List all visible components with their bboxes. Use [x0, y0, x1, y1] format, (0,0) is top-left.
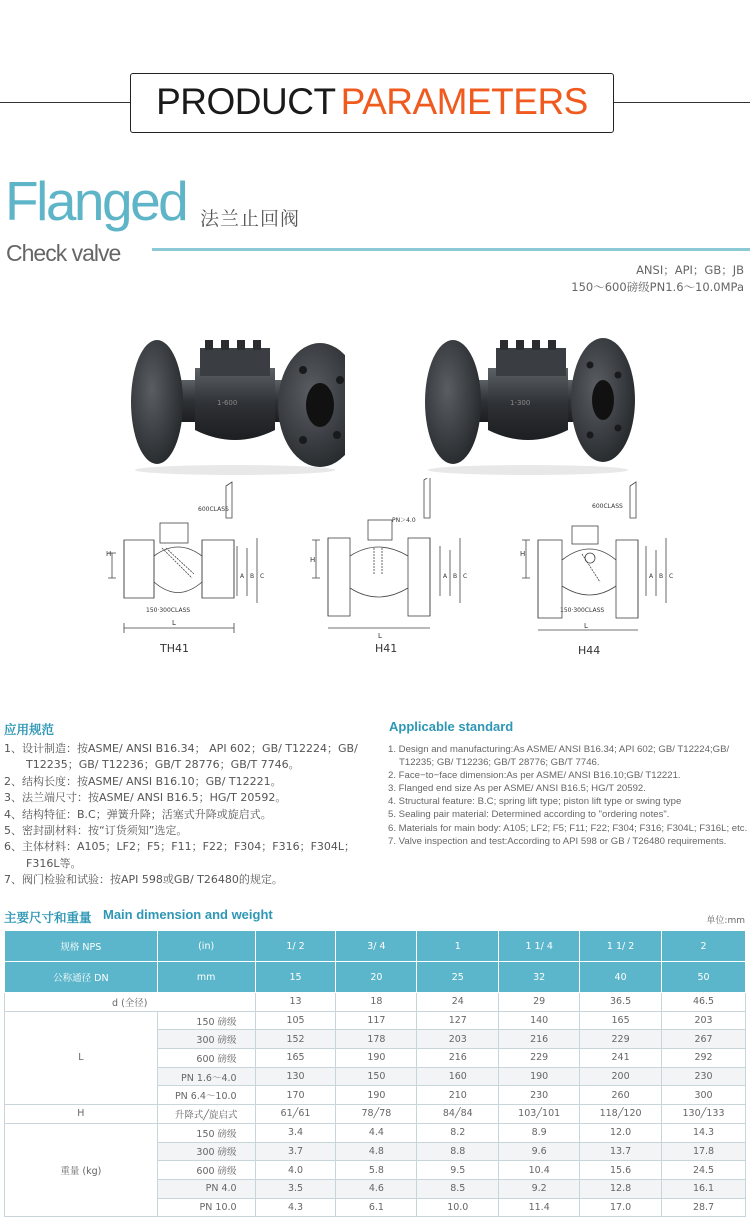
- table-cell: 230: [662, 1067, 746, 1086]
- svg-text:A: A: [443, 573, 448, 580]
- header-nps-value: 2: [662, 931, 746, 962]
- table-cell: 178: [336, 1030, 417, 1049]
- header-dn-value: 20: [336, 962, 417, 993]
- row-sublabel: 300 磅级: [157, 1030, 255, 1049]
- table-cell: 229: [580, 1030, 662, 1049]
- table-cell: 17.0: [580, 1198, 662, 1217]
- applicable-list-cn: [4, 741, 382, 889]
- table-heading-en: Main dimension and weight: [103, 907, 273, 922]
- table-cell: 230: [499, 1086, 580, 1105]
- table-cell: 17.8: [662, 1142, 746, 1161]
- svg-text:H: H: [520, 550, 526, 558]
- table-cell: 117: [336, 1011, 417, 1030]
- banner-word-parameters: PARAMETERS: [340, 81, 588, 122]
- table-cell: 267: [662, 1030, 746, 1049]
- table-cell: 9.2: [499, 1179, 580, 1198]
- table-cell: 12.8: [580, 1179, 662, 1198]
- label-600class-b: 600CLASS: [592, 503, 623, 510]
- table-cell: 84╱84: [417, 1105, 499, 1124]
- table-cell: 78╱78: [336, 1105, 417, 1124]
- list-item: 3. Flanged end size As per ASME/ ANSI B16.5; HG/T 20592.: [388, 783, 646, 795]
- table-cell: 8.8: [417, 1142, 499, 1161]
- svg-text:C: C: [463, 573, 468, 580]
- table-cell: 216: [499, 1030, 580, 1049]
- standards-tag-line2: 150～600磅级PN1.6～10.0MPa: [571, 280, 744, 294]
- table-cell: 6.1: [336, 1198, 417, 1217]
- header-nps: 规格 NPS: [5, 931, 158, 962]
- label-th41: TH41: [160, 642, 189, 655]
- header-dn-value: 50: [662, 962, 746, 993]
- list-item: 7、阀门检验和试验：按API 598或GB/ T26480的规定。: [4, 873, 283, 887]
- table-cell: 28.7: [662, 1198, 746, 1217]
- drawing-h41: [300, 478, 470, 638]
- row-sublabel: PN 6.4～10.0: [157, 1086, 255, 1105]
- header-nps-value: 1 1/ 4: [499, 931, 580, 962]
- valve-photo-left: [125, 310, 345, 475]
- svg-text:1-600: 1-600: [217, 399, 238, 407]
- header-dn-value: 25: [417, 962, 499, 993]
- svg-text:H: H: [310, 556, 316, 564]
- table-cell: 3.7: [255, 1142, 336, 1161]
- table-cell: 4.3: [255, 1198, 336, 1217]
- unit-label: 单位:mm: [706, 916, 745, 926]
- table-cell: 118╱120: [580, 1105, 662, 1124]
- banner-word-product: PRODUCT: [156, 81, 336, 122]
- svg-text:L: L: [172, 619, 176, 627]
- table-cell: 130: [255, 1067, 336, 1086]
- table-cell: 229: [499, 1049, 580, 1068]
- header-nps-value: 1/ 2: [255, 931, 336, 962]
- label-150-300class-b: 150·300CLASS: [560, 607, 605, 614]
- table-cell: 203: [417, 1030, 499, 1049]
- table-cell: 24.5: [662, 1161, 746, 1180]
- valve-photo-right: [418, 310, 638, 475]
- table-cell: 105: [255, 1011, 336, 1030]
- table-cell: 13: [255, 993, 336, 1012]
- row-label-weight: 重量 (kg): [5, 1123, 158, 1216]
- standards-tag-line1: ANSI；API；GB；JB: [636, 263, 744, 277]
- table-cell: 165: [580, 1011, 662, 1030]
- table-cell: 160: [417, 1067, 499, 1086]
- table-cell: 9.5: [417, 1161, 499, 1180]
- table-cell: 5.8: [336, 1161, 417, 1180]
- table-cell: 241: [580, 1049, 662, 1068]
- header-nps-unit: (in): [157, 931, 255, 962]
- svg-text:A: A: [240, 573, 245, 580]
- table-cell: 8.9: [499, 1123, 580, 1142]
- table-row: [5, 962, 746, 993]
- row-sublabel: PN 10.0: [157, 1198, 255, 1217]
- title-rule: [152, 248, 750, 251]
- table-cell: 36.5: [580, 993, 662, 1012]
- header-dn-unit: mm: [157, 962, 255, 993]
- list-item: 6、主体材料：A105；LF2；F5；F11；F22；F304；F316；F304L；F316L等。: [4, 840, 356, 870]
- header-nps-value: 3/ 4: [336, 931, 417, 962]
- banner-box: [130, 73, 614, 133]
- table-cell: 292: [662, 1049, 746, 1068]
- label-600class-a: 600CLASS: [198, 506, 229, 513]
- table-cell: 3.5: [255, 1179, 336, 1198]
- row-label-d: d (全径): [5, 993, 256, 1012]
- table-cell: 29: [499, 993, 580, 1012]
- drawing-th41: [102, 478, 272, 638]
- table-cell: 4.6: [336, 1179, 417, 1198]
- table-cell: 4.8: [336, 1142, 417, 1161]
- row-sublabel: 600 磅级: [157, 1161, 255, 1180]
- table-cell: 16.1: [662, 1179, 746, 1198]
- svg-text:A: A: [649, 573, 654, 580]
- row-sublabel: 150 磅级: [157, 1123, 255, 1142]
- list-item: 6. Materials for main body: A105; LF2; F5; F11; F22; F304; F316; F304L; F316L; etc.: [388, 822, 748, 834]
- svg-text:1-300: 1-300: [510, 399, 531, 407]
- table-cell: 9.6: [499, 1142, 580, 1161]
- table-cell: 4.4: [336, 1123, 417, 1142]
- label-h41: H41: [375, 642, 398, 655]
- table-cell: 165: [255, 1049, 336, 1068]
- list-item: 1、设计制造：按ASME/ ANSI B16.34； API 602；GB/ T12224；GB/ T12235；GB/ T12236；GB/T 28776；GB/T 7746。: [4, 742, 358, 772]
- svg-text:H: H: [106, 550, 112, 558]
- table-cell: 8.2: [417, 1123, 499, 1142]
- label-h44: H44: [578, 644, 601, 657]
- svg-text:C: C: [669, 573, 674, 580]
- row-sublabel: 300 磅级: [157, 1142, 255, 1161]
- table-cell: 10.0: [417, 1198, 499, 1217]
- header-dn: 公称通径 DN: [5, 962, 158, 993]
- table-cell: 216: [417, 1049, 499, 1068]
- subtitle-check-valve: Check valve: [6, 240, 121, 266]
- label-pn: PN＞4.0: [392, 517, 416, 524]
- header-dn-value: 32: [499, 962, 580, 993]
- list-item: 2. Face−to−face dimension:As per ASME/ ANSI B16.10;GB/ T12221.: [388, 770, 681, 782]
- applicable-list-en: [388, 743, 748, 848]
- applicable-heading-cn: 应用规范: [4, 722, 55, 737]
- svg-text:B: B: [659, 573, 664, 580]
- table-row: [5, 931, 746, 962]
- row-label-L: L: [5, 1011, 158, 1104]
- row-label-H: H: [5, 1105, 158, 1124]
- list-item: 4、结构特征：B.C；弹簧升降；活塞式升降或旋启式。: [4, 807, 272, 821]
- list-item: 4. Structural feature: B.C; spring lift type; piston lift type or swing type: [388, 796, 682, 808]
- row-sublabel: 600 磅级: [157, 1049, 255, 1068]
- table-cell: 210: [417, 1086, 499, 1105]
- table-cell: 13.7: [580, 1142, 662, 1161]
- table-cell: 46.5: [662, 993, 746, 1012]
- table-cell: 15.6: [580, 1161, 662, 1180]
- row-sublabel: PN 4.0: [157, 1179, 255, 1198]
- table-heading-cn: 主要尺寸和重量: [4, 910, 92, 925]
- list-item: 5、密封副材料：按“订货须知”选定。: [4, 824, 188, 838]
- table-cell: 4.0: [255, 1161, 336, 1180]
- table-cell: 150: [336, 1067, 417, 1086]
- table-cell: 12.0: [580, 1123, 662, 1142]
- table-cell: 103╱101: [499, 1105, 580, 1124]
- row-sublabel: 150 磅级: [157, 1011, 255, 1030]
- table-cell: 140: [499, 1011, 580, 1030]
- header-dn-value: 40: [580, 962, 662, 993]
- svg-text:B: B: [250, 573, 255, 580]
- table-cell: 190: [336, 1086, 417, 1105]
- row-sublabel: 升降式╱旋启式: [157, 1105, 255, 1124]
- table-cell: 200: [580, 1067, 662, 1086]
- list-item: 3、法兰端尺寸：按ASME/ ANSI B16.5；HG/T 20592。: [4, 791, 287, 805]
- table-cell: 152: [255, 1030, 336, 1049]
- table-cell: 24: [417, 993, 499, 1012]
- list-item: 2、结构长度：按ASME/ ANSI B16.10；GB/ T12221。: [4, 774, 282, 788]
- list-item: 5. Sealing pair material: Determined according to "ordering notes".: [388, 809, 670, 821]
- title-flanged: Flanged: [5, 170, 187, 232]
- table-cell: 14.3: [662, 1123, 746, 1142]
- drawing-h44: [520, 478, 685, 638]
- table-cell: 127: [417, 1011, 499, 1030]
- label-150-300class-a: 150·300CLASS: [146, 607, 191, 614]
- table-cell: 10.4: [499, 1161, 580, 1180]
- dimension-table: [4, 930, 746, 1217]
- table-cell: 300: [662, 1086, 746, 1105]
- svg-text:B: B: [453, 573, 458, 580]
- table-row: [5, 1105, 746, 1124]
- table-cell: 203: [662, 1011, 746, 1030]
- header-nps-value: 1 1/ 2: [580, 931, 662, 962]
- table-row: [5, 993, 746, 1012]
- svg-text:L: L: [584, 622, 588, 630]
- table-row: [5, 1123, 746, 1142]
- header-dn-value: 15: [255, 962, 336, 993]
- svg-text:C: C: [260, 573, 265, 580]
- table-cell: 190: [336, 1049, 417, 1068]
- table-cell: 8.5: [417, 1179, 499, 1198]
- table-cell: 3.4: [255, 1123, 336, 1142]
- header-nps-value: 1: [417, 931, 499, 962]
- title-chinese: 法兰止回阀: [200, 208, 301, 230]
- table-cell: 260: [580, 1086, 662, 1105]
- table-cell: 170: [255, 1086, 336, 1105]
- row-sublabel: PN 1.6～4.0: [157, 1067, 255, 1086]
- applicable-heading-en: Applicable standard: [389, 719, 514, 734]
- table-cell: 61╱61: [255, 1105, 336, 1124]
- table-cell: 190: [499, 1067, 580, 1086]
- table-row: [5, 1011, 746, 1030]
- table-cell: 18: [336, 993, 417, 1012]
- list-item: 1. Design and manufacturing:As ASME/ ANSI B16.34; API 602; GB/ T12224;GB/ T12235; GB/ T12236; GB/T 28776; GB/T 7746.: [388, 744, 730, 769]
- list-item: 7. Valve inspection and test:According to API 598 or GB / T26480 requirements.: [388, 835, 727, 847]
- table-cell: 11.4: [499, 1198, 580, 1217]
- svg-text:L: L: [378, 632, 382, 638]
- table-cell: 130╱133: [662, 1105, 746, 1124]
